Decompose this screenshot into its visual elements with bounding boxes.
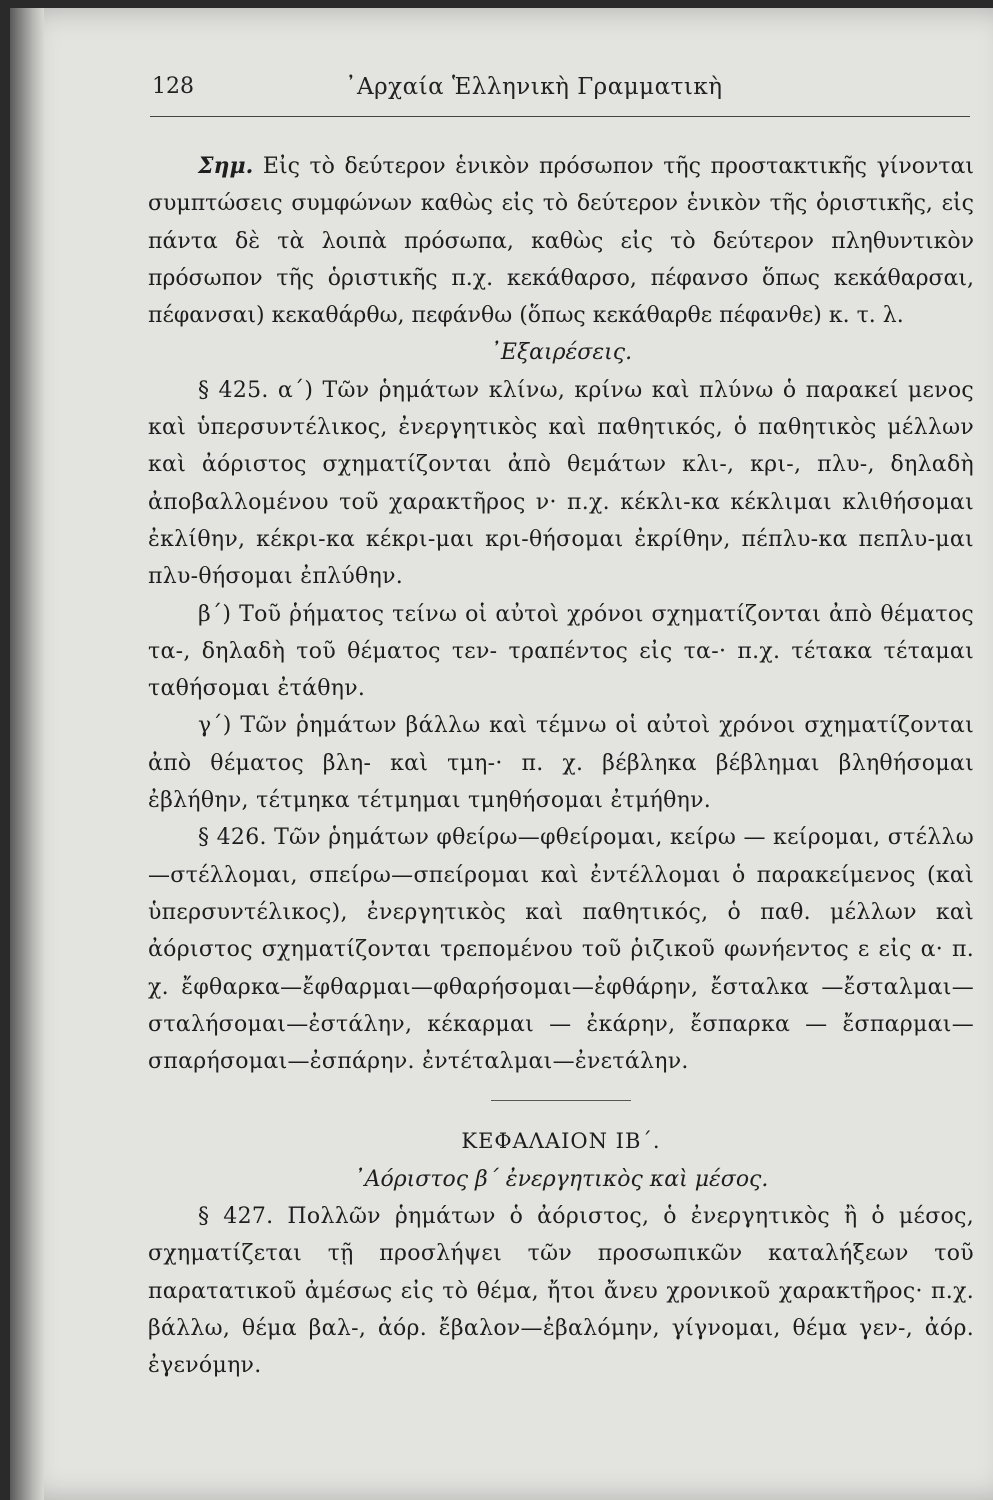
exceptions-heading: ᾿Εξαιρέσεις.: [489, 340, 633, 366]
section-425-a: § 425. α΄) Τῶν ῥημάτων κλίνω, κρίνω καὶ πλύνω ὁ παρακεί μενος καὶ ὑπερσυντέλικος, ἐνεργητικὸς καὶ παθητικός, ὁ παθητικὸς μέλλων καὶ ἀόριστος σχηματίζονται ἀπὸ θεμάτων κλι-, κρι-, πλυ-, δηλαδὴ ἀποβαλλομένου τοῦ χαρακτῆρος ν· π.χ. κέκλι-κα κέκλιμαι κλιθήσομαι ἐκλίθην, κέκρι-κα κέκρι-μαι κρι-θήσομαι ἐκρίθην, πέπλυ-κα πεπλυ-μαι πλυ-θήσομαι ἐπλύθην.: [148, 377, 974, 590]
book-page: [10, 8, 993, 1500]
section-425-b: β΄) Τοῦ ῥήματος τείνω οἱ αὐτοὶ χρόνοι σχηματίζονται ἀπὸ θέματος τα-, δηλαδὴ τοῦ θέματος τεν- τραπέντος εἰς τα-· π.χ. τέτακα τέταμαι ταθήσομαι ἐτάθην.: [148, 601, 974, 702]
note-paragraph: [148, 148, 974, 334]
section-425-c: γ΄) Τῶν ῥημάτων βάλλω καὶ τέμνω οἱ αὐτοὶ χρόνοι σχηματίζονται ἀπὸ θέματος βλη- καὶ τμη-· π. χ. βέβληκα βέβλημαι βληθήσομαι ἐβλήθην, τέτμηκα τέτμημαι τμηθήσομαι ἐτμήθην.: [148, 713, 974, 814]
chapter-title: ΚΕΦΑΛΑΙΟΝ ΙΒ΄.: [461, 1129, 661, 1154]
page-number: 128: [152, 74, 194, 99]
page-binding-shadow: [10, 8, 44, 1500]
note-text: Εἰς τὸ δεύτερον ἑνικὸν πρόσωπον τῆς προστακτικῆς γίνονται συμπτώσεις συμφώνων καθὼς εἰς τὸ δεύτερον ἑνικὸν τῆς ὁριστικῆς, εἰς πάντα δὲ τὰ λοιπὰ πρόσωπα, καθὼς εἰς τὸ δεύτερον πληθυντικὸν πρόσωπον τῆς ὁριστικῆς π.χ. κεκάθαρσο, πέφανσο ὅπως κεκάθαρσαι, πέφανσαι) κεκαθάρθω, πεφάνθω (ὅπως κεκάθαρθε πέφανθε) κ. τ. λ.: [148, 154, 974, 329]
note-label: Σημ.: [198, 153, 254, 179]
running-head: [150, 70, 970, 120]
header-rule: [150, 116, 970, 117]
section-426: § 426. Τῶν ῥημάτων φθείρω—φθείρομαι, κείρω — κείρομαι, στέλλω—στέλλομαι, σπείρω—σπείρομαι καὶ ἐντέλλομαι ὁ παρακείμενος (καὶ ὑπερσυντέλικος), ἐνεργητικὸς καὶ παθητικός, ὁ παθ. μέλλων καὶ ἀόριστος σχηματίζονται τρεπομένου τοῦ ῥιζικοῦ φωνήεντος ε εἰς α· π. χ. ἔφθαρκα—ἔφθαρμαι—φθαρήσομαι—ἐφθάρην, ἔσταλκα —ἔσταλμαι—σταλήσομαι—ἐστάλην, κέκαρμαι — ἐκάρην, ἔσπαρκα — ἔσπαρμαι—σπαρήσομαι—ἐσπάρην. ἐντέταλμαι—ἐνετάλην.: [148, 825, 974, 1075]
chapter-subtitle: ᾿Αόριστος β΄ ἐνεργητικὸς καὶ μέσος.: [353, 1166, 769, 1192]
running-title: ᾿Αρχαία Ἑλληνικὴ Γραμματικὴ: [345, 74, 723, 100]
section-427: § 427. Πολλῶν ῥημάτων ὁ ἀόριστος, ὁ ἐνεργητικὸς ἢ ὁ μέσος, σχηματίζεται τῇ προσλήψει τῶν προσωπικῶν καταλήξεων τοῦ παρατατικοῦ ἀμέσως εἰς τὸ θέμα, ἤτοι ἄνευ χρονικοῦ χαρακτῆρος· π.χ. βάλλω, θέμα βαλ-, ἀόρ. ἔβαλον—ἐβαλόμην, γίγνομαι, θέμα γεν-, ἀόρ. ἐγενόμην.: [148, 1204, 974, 1379]
section-divider: [491, 1100, 631, 1101]
page-body: [148, 148, 974, 1385]
